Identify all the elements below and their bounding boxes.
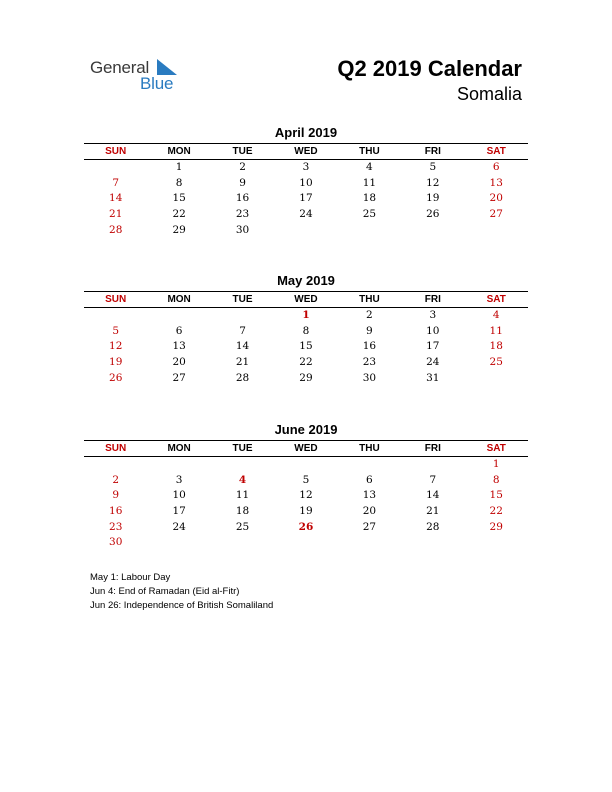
- holiday-list: [90, 571, 273, 613]
- day-cell: 28: [426, 520, 440, 533]
- day-cell: 25: [489, 356, 503, 369]
- day-cell: 4: [492, 309, 500, 321]
- week-row: [84, 176, 528, 192]
- day-cell: 20: [489, 192, 503, 205]
- page-title: Q2 2019 Calendar: [337, 56, 522, 81]
- month-may: [84, 273, 528, 386]
- day-cell: 10: [172, 489, 186, 502]
- month-june: [84, 422, 528, 551]
- day-cell: 26: [109, 371, 123, 384]
- week-row: [84, 535, 528, 551]
- day-cell: [84, 160, 147, 176]
- day-cell: 15: [172, 192, 186, 205]
- day-cell: 23: [109, 520, 123, 533]
- day-cell: 21: [426, 505, 440, 518]
- country-subtitle: Somalia: [456, 84, 522, 104]
- weekday-header: SAT: [486, 443, 506, 454]
- day-cell: 6: [492, 161, 500, 173]
- holiday-note: Jun 4: End of Ramadan (Eid al-Fitr): [90, 586, 240, 597]
- weekday-header-row: [84, 291, 528, 308]
- day-cell: 16: [109, 505, 123, 518]
- holiday-note: Jun 26: Independence of British Somaliland: [90, 600, 274, 611]
- weekday-header: WED: [294, 443, 318, 454]
- weekday-header: WED: [294, 294, 318, 305]
- day-cell: [338, 223, 401, 239]
- week-row: [84, 520, 528, 536]
- day-cell: 27: [489, 208, 503, 221]
- day-cell: 14: [109, 192, 123, 205]
- day-cell: 13: [489, 176, 503, 189]
- weekday-header: SUN: [105, 443, 127, 454]
- day-cell: 2: [366, 309, 373, 321]
- week-row: [84, 457, 528, 473]
- weekday-header: MON: [167, 146, 191, 157]
- day-cell: [211, 535, 274, 551]
- day-cell: 29: [489, 520, 503, 533]
- day-cell: 3: [302, 161, 310, 173]
- day-cell: 18: [362, 192, 377, 205]
- week-row: [84, 355, 528, 371]
- day-cell: 1: [492, 458, 500, 470]
- day-cell: 16: [362, 340, 377, 353]
- generalblue-logo: [90, 56, 200, 96]
- day-cell: 24: [172, 520, 186, 533]
- day-cell: 6: [366, 473, 373, 486]
- day-cell: 29: [299, 371, 313, 384]
- day-cell: [465, 371, 528, 387]
- weekday-header: SAT: [486, 294, 506, 305]
- day-cell: 16: [235, 192, 250, 205]
- day-cell: 2: [112, 473, 120, 486]
- day-cell: 11: [362, 176, 377, 189]
- day-cell: 10: [426, 324, 440, 337]
- day-cell: 24: [299, 208, 313, 221]
- day-cell: [84, 457, 147, 473]
- day-cell: 20: [172, 356, 186, 369]
- day-cell: 22: [299, 356, 313, 369]
- weekday-header: MON: [167, 294, 191, 305]
- day-cell: 10: [299, 176, 313, 189]
- day-cell: [84, 308, 147, 324]
- day-cell: 22: [489, 505, 503, 518]
- day-cell: 19: [109, 356, 123, 369]
- day-cell: [274, 535, 337, 551]
- weekday-header: THU: [359, 294, 380, 305]
- day-cell: 7: [429, 473, 437, 486]
- day-cell: 27: [362, 520, 377, 533]
- weekday-header: TUE: [232, 294, 253, 305]
- day-cell: 9: [112, 489, 120, 502]
- week-row: [84, 223, 528, 239]
- month-title: June 2019: [274, 422, 338, 437]
- day-cell: 27: [172, 371, 186, 384]
- day-cell: [465, 223, 528, 239]
- day-cell: [401, 223, 464, 239]
- day-cell: 24: [426, 356, 440, 369]
- day-cell: 11: [235, 489, 250, 502]
- day-cell: [274, 223, 337, 239]
- day-cell: 7: [239, 324, 246, 337]
- day-cell: [401, 457, 464, 473]
- logo-word-blue: Blue: [140, 74, 174, 93]
- day-cell: 1: [175, 161, 183, 173]
- day-cell: 26: [426, 208, 440, 221]
- weekday-header: SUN: [105, 146, 127, 157]
- day-cell: 18: [489, 340, 503, 353]
- day-cell: 5: [302, 473, 310, 486]
- day-cell: 3: [429, 309, 437, 321]
- weekday-header: MON: [167, 443, 191, 454]
- week-row: [84, 160, 528, 176]
- day-cell: 21: [109, 208, 123, 221]
- day-cell: 18: [235, 505, 250, 518]
- day-cell: 5: [112, 324, 120, 337]
- day-cell: 14: [235, 340, 250, 353]
- day-cell: 14: [426, 489, 440, 502]
- day-cell: 28: [235, 371, 250, 384]
- day-cell: 8: [175, 176, 183, 189]
- day-cell: 15: [299, 340, 313, 353]
- month-title: April 2019: [274, 125, 338, 140]
- day-cell: 3: [175, 473, 183, 486]
- day-cell: 13: [172, 340, 186, 353]
- weekday-header-row: [84, 440, 528, 457]
- day-cell: 9: [239, 176, 246, 189]
- day-cell: 5: [429, 161, 437, 173]
- week-row: [84, 308, 528, 324]
- week-row: [84, 473, 528, 489]
- weekday-header: FRI: [424, 294, 441, 305]
- day-cell: [465, 535, 528, 551]
- day-cell: 12: [426, 176, 440, 189]
- day-cell: 30: [235, 223, 250, 236]
- day-cell-holiday: 26: [298, 520, 314, 533]
- day-cell: 20: [362, 505, 377, 518]
- day-cell: [274, 457, 337, 473]
- day-cell: 19: [299, 505, 313, 518]
- holiday-note: May 1: Labour Day: [90, 572, 171, 583]
- day-cell: [147, 457, 210, 473]
- day-cell: [338, 457, 401, 473]
- day-cell: 25: [235, 520, 250, 533]
- day-cell: 12: [299, 489, 313, 502]
- day-cell: 17: [426, 340, 440, 353]
- day-cell: 6: [175, 324, 183, 337]
- day-cell: 2: [239, 161, 246, 173]
- day-cell: 17: [172, 505, 186, 518]
- weekday-header-row: [84, 143, 528, 160]
- day-cell: 15: [489, 489, 503, 502]
- day-cell: 19: [426, 192, 440, 205]
- day-cell: 12: [109, 340, 123, 353]
- day-cell: [338, 535, 401, 551]
- week-row: [84, 324, 528, 340]
- week-row: [84, 207, 528, 223]
- day-cell: 11: [489, 324, 503, 337]
- day-cell: 4: [366, 161, 373, 173]
- weekday-header: FRI: [424, 146, 441, 157]
- logo-triangle-icon: [157, 59, 177, 75]
- day-cell: [147, 535, 210, 551]
- month-april: [84, 125, 528, 238]
- week-row: [84, 339, 528, 355]
- month-title: May 2019: [277, 273, 335, 288]
- day-cell: 8: [492, 473, 500, 486]
- day-cell: 21: [235, 356, 250, 369]
- day-cell: [401, 535, 464, 551]
- weekday-header: SAT: [486, 146, 506, 157]
- weekday-header: WED: [294, 146, 318, 157]
- day-cell: 13: [362, 489, 377, 502]
- week-row: [84, 488, 528, 504]
- week-row: [84, 191, 528, 207]
- weekday-header: TUE: [232, 443, 253, 454]
- day-cell: 23: [362, 356, 377, 369]
- day-cell: 17: [299, 192, 313, 205]
- day-cell: 7: [112, 176, 120, 189]
- day-cell: 23: [235, 208, 250, 221]
- weekday-header: THU: [359, 443, 380, 454]
- logo-word-general: General: [90, 58, 150, 77]
- weekday-header: FRI: [424, 443, 441, 454]
- weekday-header: TUE: [232, 146, 253, 157]
- day-cell: 22: [172, 208, 186, 221]
- day-cell: 25: [362, 208, 377, 221]
- day-cell: 30: [362, 371, 377, 384]
- day-cell: [211, 457, 274, 473]
- weekday-header: SUN: [105, 294, 127, 305]
- day-cell-holiday: 4: [238, 473, 247, 486]
- week-row: [84, 371, 528, 387]
- day-cell: [147, 308, 210, 324]
- day-cell: [211, 308, 274, 324]
- day-cell: 28: [109, 223, 123, 236]
- day-cell-holiday: 1: [302, 309, 310, 321]
- weekday-header: THU: [359, 146, 380, 157]
- day-cell: 31: [426, 371, 440, 384]
- day-cell: 8: [302, 324, 310, 337]
- week-row: [84, 504, 528, 520]
- day-cell: 9: [366, 324, 373, 337]
- day-cell: 29: [172, 223, 186, 236]
- day-cell: 30: [109, 536, 123, 549]
